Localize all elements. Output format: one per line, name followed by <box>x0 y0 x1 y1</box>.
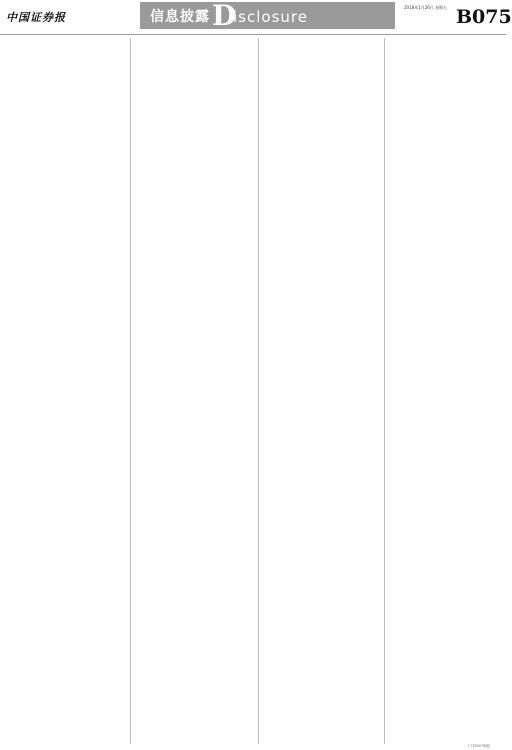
page-number: B075 <box>456 6 512 28</box>
column-4 <box>386 38 502 744</box>
column-1 <box>4 38 128 744</box>
section-title-en: isclosure <box>233 8 308 26</box>
section-title-cn: 信息披露 <box>150 9 210 25</box>
dateline: 2018年1月26日 星期五 <box>404 5 448 10</box>
newspaper-logo: 中国证券报 <box>6 11 66 24</box>
column-divider <box>384 38 385 744</box>
page-body <box>4 38 502 744</box>
continuation-note: (下转B076版) <box>468 744 491 748</box>
masthead <box>0 0 512 35</box>
column-divider <box>258 38 259 744</box>
column-3 <box>260 38 382 744</box>
column-divider <box>130 38 131 744</box>
section-title-initial: D <box>212 0 237 32</box>
column-2 <box>132 38 256 744</box>
